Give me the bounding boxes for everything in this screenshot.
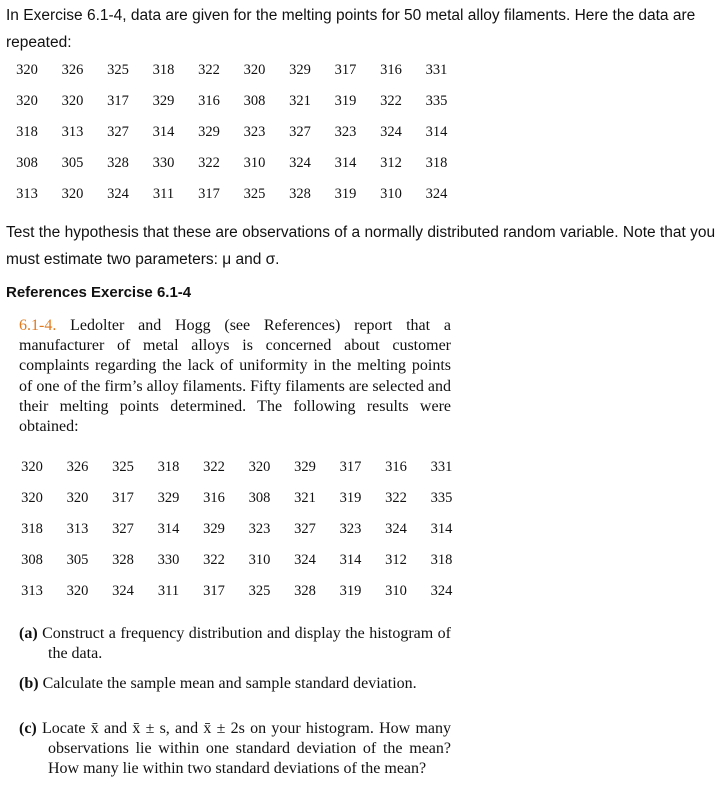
table-cell: 313 bbox=[21, 583, 43, 599]
table-cell: 314 bbox=[339, 552, 362, 568]
table-cell: 313 bbox=[16, 186, 38, 202]
table-cell: 329 bbox=[152, 93, 175, 109]
table-cell: 325 bbox=[243, 186, 266, 202]
exercise-part-a bbox=[19, 624, 451, 664]
table-cell: 325 bbox=[112, 459, 134, 475]
table-cell: 318 bbox=[21, 521, 43, 537]
part-text: Calculate the sample mean and sample standard deviation. bbox=[42, 675, 417, 692]
table-cell: 314 bbox=[334, 155, 357, 171]
table-cell: 325 bbox=[248, 583, 271, 599]
table-cell: 329 bbox=[294, 459, 316, 475]
table-cell: 320 bbox=[66, 583, 89, 599]
table-cell: 329 bbox=[203, 521, 225, 537]
table-cell: 319 bbox=[339, 583, 362, 599]
table-cell: 317 bbox=[107, 93, 129, 109]
table-cell: 324 bbox=[294, 552, 316, 568]
part-label: (a) bbox=[19, 625, 38, 642]
table-cell: 321 bbox=[294, 490, 316, 506]
table-cell: 322 bbox=[203, 459, 225, 475]
table-cell: 320 bbox=[61, 93, 84, 109]
table-cell: 312 bbox=[380, 155, 402, 171]
part-label: (c) bbox=[19, 720, 37, 737]
table-cell: 335 bbox=[425, 93, 448, 109]
table-cell: 311 bbox=[157, 583, 180, 599]
table-cell: 308 bbox=[16, 155, 38, 171]
table-cell: 320 bbox=[21, 490, 43, 506]
table-cell: 327 bbox=[112, 521, 134, 537]
table-cell: 323 bbox=[243, 124, 266, 140]
table-cell: 308 bbox=[248, 490, 271, 506]
table-cell: 318 bbox=[152, 62, 175, 78]
table-cell: 330 bbox=[157, 552, 180, 568]
table-cell: 319 bbox=[339, 490, 362, 506]
table-cell: 320 bbox=[16, 62, 38, 78]
table-cell: 323 bbox=[334, 124, 357, 140]
table-cell: 324 bbox=[430, 583, 453, 599]
table-cell: 328 bbox=[107, 155, 129, 171]
table-cell: 328 bbox=[294, 583, 316, 599]
table-cell: 316 bbox=[380, 62, 402, 78]
table-cell: 322 bbox=[203, 552, 225, 568]
table-cell: 320 bbox=[243, 62, 266, 78]
exercise-part-c bbox=[19, 719, 451, 780]
table-cell: 318 bbox=[430, 552, 453, 568]
table-cell: 327 bbox=[294, 521, 316, 537]
table-cell: 328 bbox=[112, 552, 134, 568]
table-cell: 314 bbox=[425, 124, 448, 140]
table-cell: 308 bbox=[243, 93, 266, 109]
table-cell: 322 bbox=[198, 155, 220, 171]
table-cell: 317 bbox=[112, 490, 134, 506]
table-cell: 310 bbox=[385, 583, 407, 599]
table-cell: 318 bbox=[425, 155, 448, 171]
exercise-part-b bbox=[19, 674, 451, 694]
table-cell: 323 bbox=[248, 521, 271, 537]
table-cell: 317 bbox=[198, 186, 220, 202]
table-cell: 319 bbox=[334, 186, 357, 202]
table-cell: 310 bbox=[248, 552, 271, 568]
part-text: Construct a frequency distribution and display the histogram of the data. bbox=[42, 625, 452, 663]
table-cell: 325 bbox=[107, 62, 129, 78]
table-cell: 317 bbox=[339, 459, 362, 475]
table-cell: 327 bbox=[107, 124, 129, 140]
table-cell: 324 bbox=[289, 155, 311, 171]
references-heading: References Exercise 6.1-4 bbox=[6, 284, 192, 301]
table-cell: 320 bbox=[248, 459, 271, 475]
table-cell: 324 bbox=[425, 186, 448, 202]
table-cell: 305 bbox=[61, 155, 84, 171]
table-cell: 317 bbox=[203, 583, 225, 599]
table-cell: 324 bbox=[107, 186, 129, 202]
part-label: (b) bbox=[19, 675, 39, 692]
table-cell: 317 bbox=[334, 62, 357, 78]
table-cell: 313 bbox=[61, 124, 84, 140]
table-cell: 310 bbox=[380, 186, 402, 202]
intro-paragraph: In Exercise 6.1-4, data are given for the melting points for 50 metal alloy filaments. Here the data are repeated: bbox=[6, 7, 696, 51]
table-cell: 329 bbox=[157, 490, 180, 506]
exercise-number: 6.1-4. bbox=[19, 317, 57, 334]
table-cell: 310 bbox=[243, 155, 266, 171]
table-cell: 321 bbox=[289, 93, 311, 109]
table-cell: 322 bbox=[198, 62, 220, 78]
table-cell: 328 bbox=[289, 186, 311, 202]
table-cell: 319 bbox=[334, 93, 357, 109]
table-cell: 311 bbox=[152, 186, 175, 202]
table-cell: 324 bbox=[385, 521, 407, 537]
table-cell: 320 bbox=[66, 490, 89, 506]
table-cell: 318 bbox=[157, 459, 180, 475]
table-cell: 308 bbox=[21, 552, 43, 568]
table-cell: 313 bbox=[66, 521, 89, 537]
table-cell: 323 bbox=[339, 521, 362, 537]
table-cell: 327 bbox=[289, 124, 311, 140]
table-cell: 326 bbox=[61, 62, 84, 78]
table-cell: 320 bbox=[16, 93, 38, 109]
table-cell: 331 bbox=[425, 62, 448, 78]
table-cell: 316 bbox=[385, 459, 407, 475]
table-cell: 320 bbox=[61, 186, 84, 202]
table-cell: 330 bbox=[152, 155, 175, 171]
part-text: Locate x̄ and x̄ ± s, and x̄ ± 2s on your histogram. How many observations lie within one standard deviation of the mean? How many lie within two standard deviations of the mean? bbox=[42, 720, 451, 778]
table-cell: 324 bbox=[112, 583, 134, 599]
table-cell: 316 bbox=[198, 93, 220, 109]
table-cell: 322 bbox=[380, 93, 402, 109]
table-cell: 326 bbox=[66, 459, 89, 475]
table-cell: 322 bbox=[385, 490, 407, 506]
table-cell: 316 bbox=[203, 490, 225, 506]
table-cell: 314 bbox=[157, 521, 180, 537]
table-cell: 335 bbox=[430, 490, 453, 506]
table-cell: 331 bbox=[430, 459, 453, 475]
table-cell: 329 bbox=[289, 62, 311, 78]
table-cell: 312 bbox=[385, 552, 407, 568]
exercise-text: Ledolter and Hogg (see References) report that a manufacturer of metal alloys is concerned about customer complaints regarding the lack of uniformity in the melting points of one of the firm’s alloy filaments. Fifty filaments are selected and their melting points determined. The following results were obtained: bbox=[19, 317, 451, 436]
table-cell: 320 bbox=[21, 459, 43, 475]
table-cell: 318 bbox=[16, 124, 38, 140]
table-cell: 324 bbox=[380, 124, 402, 140]
table-cell: 305 bbox=[66, 552, 89, 568]
hypothesis-test-statement: Test the hypothesis that these are observations of a normally distributed random variable. Note that you must estimate two parameters: μ and σ. bbox=[6, 224, 716, 268]
exercise-paragraph bbox=[19, 316, 451, 437]
table-cell: 329 bbox=[198, 124, 220, 140]
table-cell: 314 bbox=[430, 521, 453, 537]
table-cell: 314 bbox=[152, 124, 175, 140]
